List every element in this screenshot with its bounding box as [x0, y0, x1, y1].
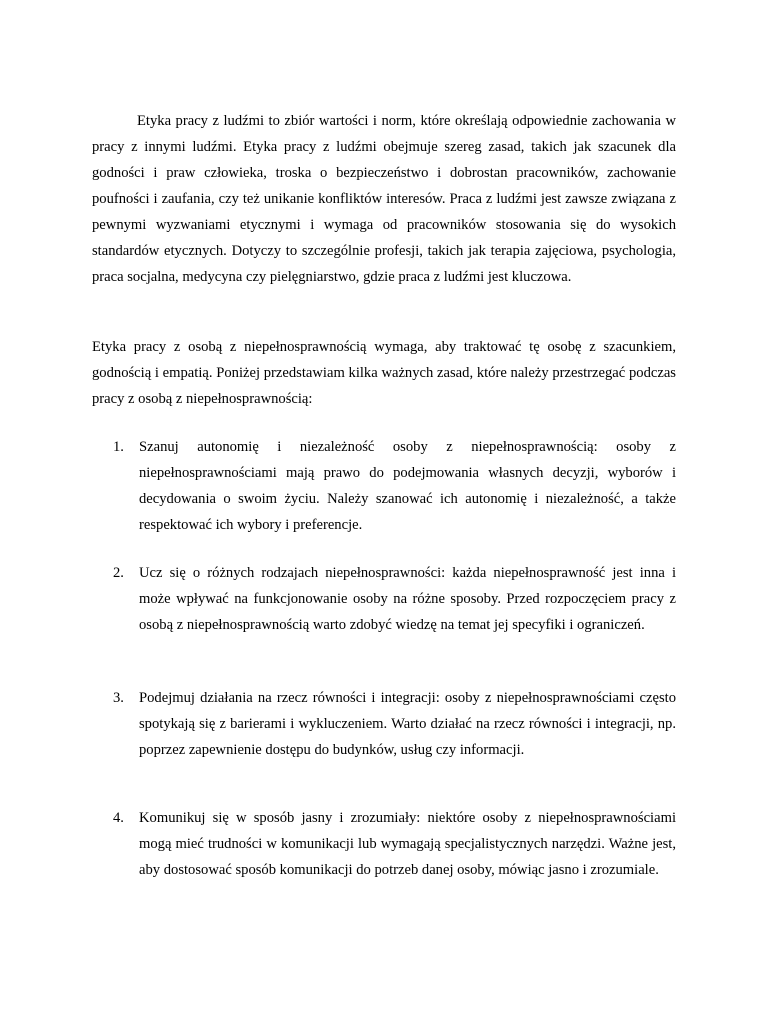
list-item-number: 3. — [113, 690, 124, 706]
list-item — [92, 685, 676, 763]
paragraph-disability-ethics: Etyka pracy z osobą z niepełnosprawnością wymaga, aby traktować tę osobę z szacunkiem, godnością i empatią. Poniżej przedstawiam kilka ważnych zasad, które należy przestrzegać podczas pracy z osobą z niepełnosprawnością: — [92, 339, 676, 407]
list-item-text: Ucz się o różnych rodzajach niepełnosprawności: każda niepełnosprawność jest inna i może wpływać na funkcjonowanie osoby na różne sposoby. Przed rozpoczęciem pracy z osobą z niepełnosprawnością warto zdobyć wiedzę na temat jej specyfiki i ograniczeń. — [139, 565, 676, 633]
list-item — [92, 560, 676, 638]
list-item-text: Szanuj autonomię i niezależność osoby z niepełnosprawnością: osoby z niepełnosprawnościami mają prawo do podejmowania własnych decyzji, wyborów i decydowania o swoim życiu. Należy szanować ich autonomię i niezależność, a także respektować ich wybory i preferencje. — [139, 439, 676, 533]
list-item-text: Podejmuj działania na rzecz równości i integracji: osoby z niepełnosprawnościami często spotykają się z barierami i wykluczeniem. Warto działać na rzecz równości i integracji, np. poprzez zapewnienie dostępu do budynków, usług czy informacji. — [139, 690, 676, 758]
list-item — [92, 805, 676, 883]
list-item-text: Komunikuj się w sposób jasny i zrozumiały: niektóre osoby z niepełnosprawnościami mogą mieć trudności w komunikacji lub wymagają specjalistycznych narzędzi. Ważne jest, aby dostosować sposób komunikacji do potrzeb danej osoby, mówiąc jasno i zrozumiale. — [139, 810, 676, 878]
list-item-number: 4. — [113, 810, 124, 826]
list-item-number: 2. — [113, 565, 124, 581]
list-item-number: 1. — [113, 439, 124, 455]
list-item — [92, 434, 676, 538]
paragraph-intro: Etyka pracy z ludźmi to zbiór wartości i norm, które określają odpowiednie zachowania w pracy z innymi ludźmi. Etyka pracy z ludźmi obejmuje szereg zasad, takich jak szacunek dla godności i praw człowieka, troska o bezpieczeństwo i dobrostan pracowników, zachowanie poufności i zaufania, czy też unikanie konfliktów interesów. Praca z ludźmi jest zawsze związana z pewnymi wyzwaniami etycznymi i wymaga od pracowników stosowania się do wysokich standardów etycznych. Dotyczy to szczególnie profesji, takich jak terapia zajęciowa, psychologia, praca socjalna, medycyna czy pielęgniarstwo, gdzie praca z ludźmi jest kluczowa. — [92, 113, 676, 285]
